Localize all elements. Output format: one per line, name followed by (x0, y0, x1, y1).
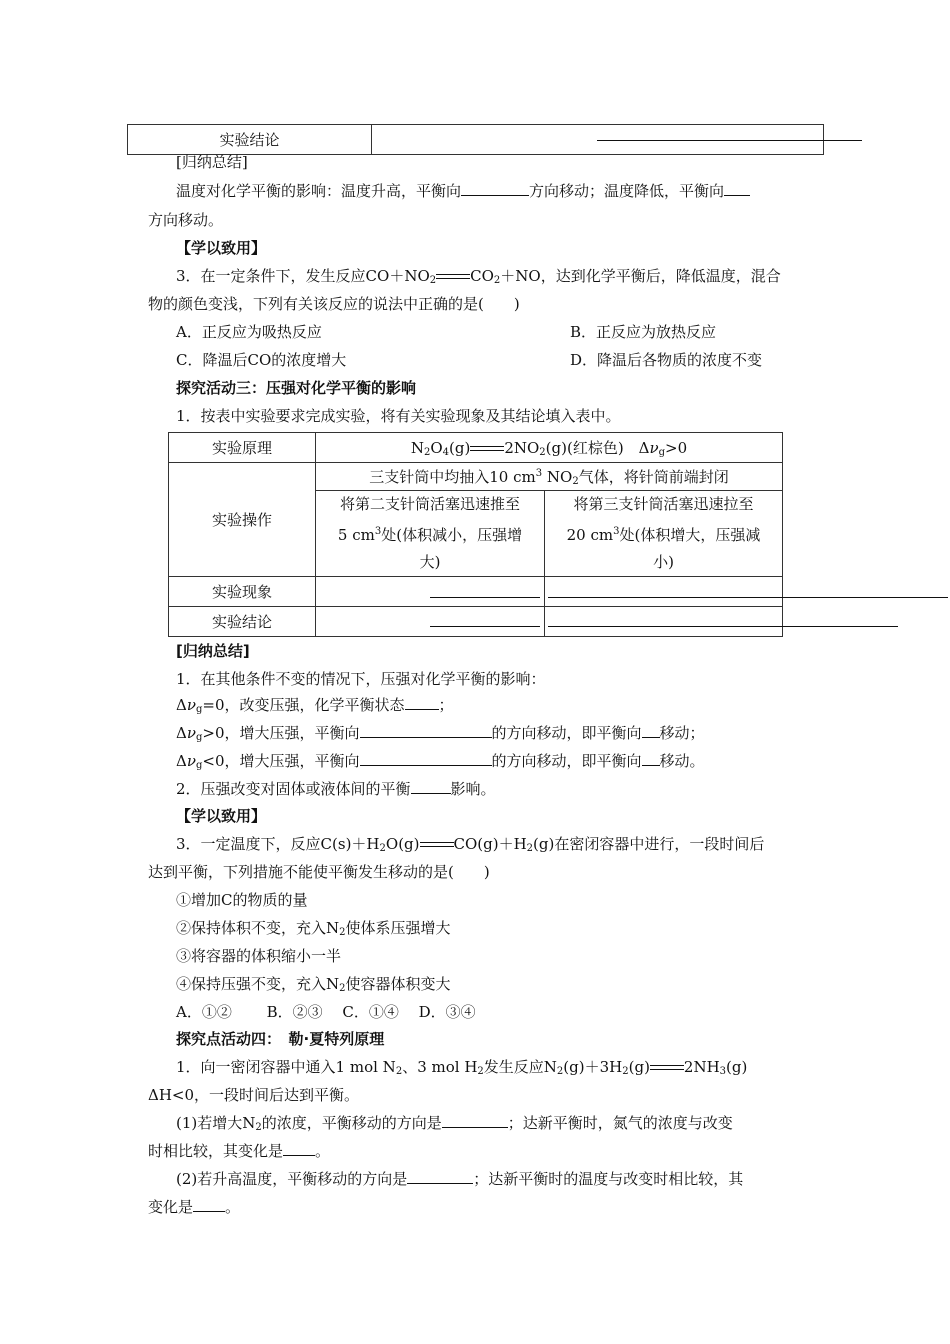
pressure-experiment-table (168, 432, 783, 637)
question-3b-line2: 达到平衡，下列措施不能使平衡发生移动的是( ) (148, 863, 490, 881)
blank[interactable] (407, 1169, 473, 1184)
activity-4-p1-line2: ΔH<0，一段时间后达到平衡。 (148, 1086, 360, 1104)
measure-4: ④保持压强不变，充入$N_2$使容器体积变大 (176, 975, 451, 994)
activity-4-p1: 1．向一密闭容器中通入1 mol $N_2$、3 mol $H_2$发生反应$N_2(g)+3H_2(g)$ $2NH_3(g)$ (176, 1058, 748, 1077)
answer-options: A．①② B．②③ C．①④ D．③④ (176, 1003, 476, 1021)
blank[interactable] (411, 779, 451, 794)
activity-4-q1: (1)若增大$N_2$的浓度，平衡移动的方向是 ；达新平衡时，氮气的浓度与改变 (176, 1114, 733, 1133)
conclusion-left-cell (316, 607, 545, 637)
equilibrium-arrow-icon (436, 273, 470, 281)
blank[interactable] (283, 1141, 315, 1156)
blank[interactable] (642, 751, 660, 766)
phenomenon-right-cell (545, 577, 783, 607)
temperature-summary-line: 温度对化学平衡的影响：温度升高，平衡向 方向移动；温度降低，平衡向 (176, 181, 750, 201)
blank[interactable] (360, 751, 492, 766)
summary-heading: [归纳总结] (176, 153, 248, 171)
activity-4-heading: 探究点活动四： 勒·夏特列原理 (176, 1030, 385, 1048)
blank[interactable] (724, 181, 750, 196)
answer-line (430, 597, 540, 598)
activity-4-q2: (2)若升高温度，平衡移动的方向是 ；达新平衡时的温度与改变时相比较，其 (176, 1170, 744, 1188)
row-label-conclusion: 实验结论 (169, 607, 316, 637)
activity-3-heading: 探究活动三：压强对化学平衡的影响 (176, 379, 417, 397)
principle-cell: $N_2O_4(g)$ $2NO_2(g)$(红棕色) $\Delta\nu_g>0$ (316, 433, 783, 463)
measure-1: ①增加C的物质的量 (176, 891, 308, 909)
equilibrium-arrow-icon (470, 445, 504, 453)
pressure-summary-intro: 1．在其他条件不变的情况下，压强对化学平衡的影响： (176, 670, 546, 688)
blank[interactable] (360, 723, 492, 738)
operation-top-cell: 三支针筒中均抽入10 $cm^3$ $NO_2$气体，将针筒前端封闭 (316, 463, 783, 491)
option-d: D．降温后各物质的浓度不变 (570, 351, 763, 369)
option-a: A．正反应为吸热反应 (176, 323, 322, 341)
row-label-operation: 实验操作 (169, 463, 316, 577)
measure-2: ②保持体积不变，充入$N_2$使体系压强增大 (176, 919, 451, 938)
activity-4-q2-line2: 变化是 。 (148, 1198, 241, 1216)
pressure-summary-negative: $\Delta\nu_g<0$，增大压强，平衡向 的方向移动，即平衡向 移动。 (176, 752, 705, 771)
answer-line (430, 626, 540, 627)
apply-heading: 【学以致用】 (176, 239, 267, 257)
pressure-summary-solid: 2．压强改变对固体或液体间的平衡 影响。 (176, 780, 496, 798)
option-c: C．降温后CO的浓度增大 (176, 351, 347, 369)
equilibrium-arrow-icon (420, 841, 454, 849)
blank[interactable] (405, 695, 439, 710)
phenomenon-left-cell (316, 577, 545, 607)
blank[interactable] (642, 723, 660, 738)
question-3-line2: 物的颜色变浅，下列有关该反应的说法中正确的是( ) (148, 295, 520, 313)
temperature-summary-line2: 方向移动。 (148, 211, 224, 229)
activity-4-q1-line2: 时相比较，其变化是 。 (148, 1142, 331, 1160)
measure-3: ③将容器的体积缩小一半 (176, 947, 342, 965)
blank[interactable] (461, 181, 529, 196)
answer-line (548, 597, 948, 598)
blank[interactable] (442, 1113, 508, 1128)
apply-heading: 【学以致用】 (176, 807, 267, 825)
activity-3-intro: 1．按表中实验要求完成实验，将有关实验现象及其结论填入表中。 (176, 407, 621, 425)
question-3-line1: 3．在一定条件下，发生反应$CO+NO_2$ $CO_2+NO$，达到化学平衡后，降低温度，混合 (176, 267, 781, 286)
answer-line (548, 626, 898, 627)
row-label-principle: 实验原理 (169, 433, 316, 463)
conclusion-right-cell (545, 607, 783, 637)
top-table-label: 实验结论 (128, 125, 372, 155)
option-b: B．正反应为放热反应 (570, 323, 717, 341)
answer-line (597, 140, 862, 141)
pressure-summary-zero: $\Delta\nu_g=0$，改变压强，化学平衡状态 ； (176, 696, 454, 715)
operation-right-cell: 将第三支针筒活塞迅速拉至 20 $cm^3$处(体积增大，压强减 小) (545, 491, 783, 577)
equilibrium-arrow-icon (650, 1064, 684, 1072)
operation-left-cell: 将第二支针筒活塞迅速推至 5 $cm^3$处(体积减小，压强增 大) (316, 491, 545, 577)
pressure-summary-positive: $\Delta\nu_g>0$，增大压强，平衡向 的方向移动，即平衡向 移动； (176, 724, 705, 743)
row-label-phenomenon: 实验现象 (169, 577, 316, 607)
summary-heading: [归纳总结] (176, 642, 250, 660)
question-3b-line1: 3．一定温度下，反应$C(s)+H_2O(g)$ $CO(g)+H_2(g)$在密闭容器中进行，一段时间后 (176, 835, 765, 854)
blank[interactable] (193, 1197, 225, 1212)
